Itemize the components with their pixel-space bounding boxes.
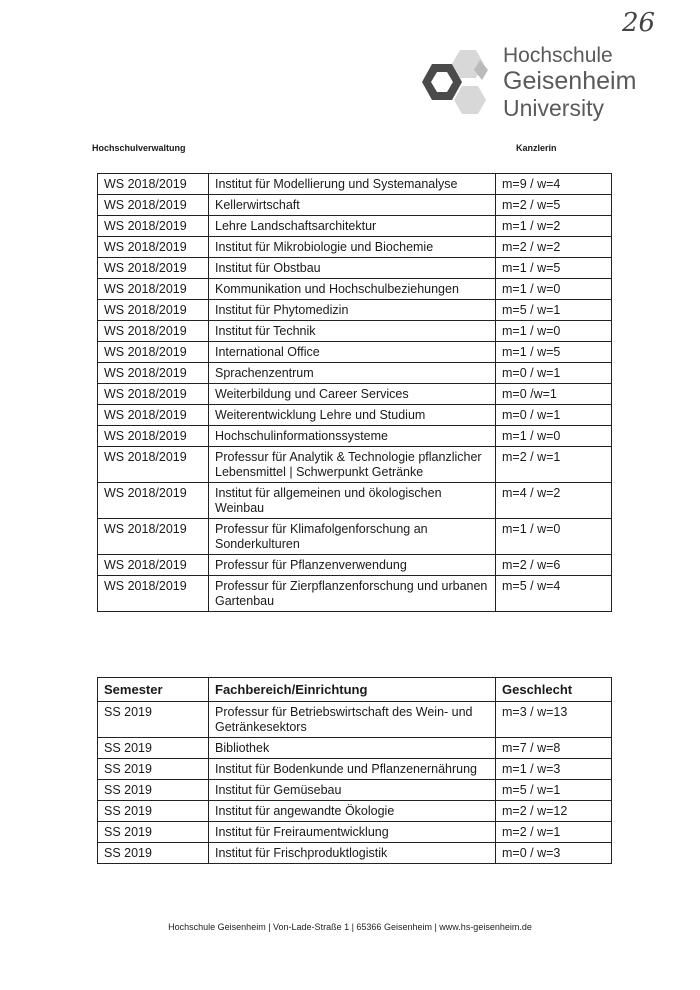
- cell-gender: m=2 / w=2: [496, 237, 612, 258]
- table-row: [98, 822, 612, 843]
- ws-2018-table-body: [98, 174, 612, 612]
- cell-semester: WS 2018/2019: [98, 279, 209, 300]
- header-semester: Semester: [98, 678, 209, 702]
- table-row: [98, 174, 612, 195]
- table-row: [98, 555, 612, 576]
- cell-semester: WS 2018/2019: [98, 321, 209, 342]
- brand-wordmark: [503, 45, 636, 123]
- cell-semester: WS 2018/2019: [98, 519, 209, 555]
- table-row: [98, 738, 612, 759]
- cell-gender: m=0 / w=1: [496, 363, 612, 384]
- cell-gender: m=0 /w=1: [496, 384, 612, 405]
- cell-unit: Institut für Obstbau: [209, 258, 496, 279]
- cell-unit: Weiterbildung und Career Services: [209, 384, 496, 405]
- cell-gender: m=1 / w=3: [496, 759, 612, 780]
- table-row: [98, 405, 612, 426]
- header-gender: Geschlecht: [496, 678, 612, 702]
- cell-gender: m=5 / w=1: [496, 300, 612, 321]
- cell-unit: Professur für Klimafolgenforschung an Sonderkulturen: [209, 519, 496, 555]
- cell-gender: m=1 / w=2: [496, 216, 612, 237]
- brand-line-2: Geisenheim: [503, 67, 637, 95]
- cell-gender: m=1 / w=5: [496, 258, 612, 279]
- table-row: [98, 384, 612, 405]
- cell-unit: Institut für Bodenkunde und Pflanzenernährung: [209, 759, 496, 780]
- cell-unit: Institut für Phytomedizin: [209, 300, 496, 321]
- university-logo-icon: [412, 42, 492, 122]
- page-footer: Hochschule Geisenheim | Von-Lade-Straße 1 | 65366 Geisenheim | www.hs-geisenheim.de: [168, 922, 532, 932]
- cell-gender: m=9 / w=4: [496, 174, 612, 195]
- ss-2019-table: [97, 677, 612, 864]
- table-row: [98, 342, 612, 363]
- cell-gender: m=1 / w=5: [496, 342, 612, 363]
- table-row: [98, 576, 612, 612]
- ws-2018-table: [97, 173, 612, 612]
- cell-semester: SS 2019: [98, 702, 209, 738]
- cell-semester: WS 2018/2019: [98, 258, 209, 279]
- table-row: [98, 237, 612, 258]
- cell-semester: WS 2018/2019: [98, 555, 209, 576]
- cell-semester: SS 2019: [98, 801, 209, 822]
- table-row: [98, 759, 612, 780]
- cell-unit: Hochschulinformationssysteme: [209, 426, 496, 447]
- cell-unit: Professur für Zierpflanzenforschung und urbanen Gartenbau: [209, 576, 496, 612]
- cell-unit: International Office: [209, 342, 496, 363]
- cell-gender: m=4 / w=2: [496, 483, 612, 519]
- cell-unit: Kommunikation und Hochschulbeziehungen: [209, 279, 496, 300]
- cell-semester: SS 2019: [98, 843, 209, 864]
- cell-unit: Institut für Mikrobiologie und Biochemie: [209, 237, 496, 258]
- cell-gender: m=1 / w=0: [496, 321, 612, 342]
- cell-semester: WS 2018/2019: [98, 342, 209, 363]
- cell-semester: WS 2018/2019: [98, 447, 209, 483]
- cell-gender: m=1 / w=0: [496, 279, 612, 300]
- cell-semester: WS 2018/2019: [98, 237, 209, 258]
- cell-unit: Institut für Freiraumentwicklung: [209, 822, 496, 843]
- cell-unit: Professur für Analytik & Technologie pflanzlicher Lebensmittel | Schwerpunkt Getränke: [209, 447, 496, 483]
- cell-gender: m=2 / w=1: [496, 447, 612, 483]
- cell-semester: WS 2018/2019: [98, 426, 209, 447]
- cell-unit: Institut für Modellierung und Systemanalyse: [209, 174, 496, 195]
- cell-semester: WS 2018/2019: [98, 384, 209, 405]
- cell-semester: SS 2019: [98, 780, 209, 801]
- table-header-row: [98, 678, 612, 702]
- table-row: [98, 801, 612, 822]
- organization-label: Hochschulverwaltung: [92, 143, 186, 153]
- cell-gender: m=0 / w=3: [496, 843, 612, 864]
- table-row: [98, 321, 612, 342]
- cell-gender: m=2 / w=1: [496, 822, 612, 843]
- cell-unit: Institut für angewandte Ökologie: [209, 801, 496, 822]
- cell-unit: Kellerwirtschaft: [209, 195, 496, 216]
- cell-semester: SS 2019: [98, 822, 209, 843]
- handwritten-page-number: 26: [622, 8, 656, 38]
- cell-semester: WS 2018/2019: [98, 216, 209, 237]
- header-unit: Fachbereich/Einrichtung: [209, 678, 496, 702]
- table-row: [98, 702, 612, 738]
- table-row: [98, 780, 612, 801]
- cell-semester: WS 2018/2019: [98, 576, 209, 612]
- cell-gender: m=7 / w=8: [496, 738, 612, 759]
- cell-unit: Institut für allgemeinen und ökologischen Weinbau: [209, 483, 496, 519]
- cell-semester: WS 2018/2019: [98, 405, 209, 426]
- cell-gender: m=2 / w=12: [496, 801, 612, 822]
- table-row: [98, 483, 612, 519]
- cell-semester: WS 2018/2019: [98, 195, 209, 216]
- cell-semester: SS 2019: [98, 759, 209, 780]
- table-row: [98, 279, 612, 300]
- cell-gender: m=2 / w=6: [496, 555, 612, 576]
- cell-unit: Institut für Frischproduktlogistik: [209, 843, 496, 864]
- table-row: [98, 363, 612, 384]
- table-row: [98, 300, 612, 321]
- cell-gender: m=2 / w=5: [496, 195, 612, 216]
- table-row: [98, 216, 612, 237]
- table-row: [98, 195, 612, 216]
- table-row: [98, 519, 612, 555]
- cell-unit: Lehre Landschaftsarchitektur: [209, 216, 496, 237]
- cell-unit: Professur für Pflanzenverwendung: [209, 555, 496, 576]
- table-row: [98, 843, 612, 864]
- cell-unit: Sprachenzentrum: [209, 363, 496, 384]
- table-row: [98, 447, 612, 483]
- table-row: [98, 258, 612, 279]
- cell-unit: Professur für Betriebswirtschaft des Wein- und Getränkesektors: [209, 702, 496, 738]
- cell-semester: SS 2019: [98, 738, 209, 759]
- cell-semester: WS 2018/2019: [98, 300, 209, 321]
- cell-semester: WS 2018/2019: [98, 483, 209, 519]
- table-row: [98, 426, 612, 447]
- cell-gender: m=5 / w=1: [496, 780, 612, 801]
- cell-gender: m=1 / w=0: [496, 426, 612, 447]
- cell-unit: Weiterentwicklung Lehre und Studium: [209, 405, 496, 426]
- cell-semester: WS 2018/2019: [98, 363, 209, 384]
- cell-unit: Bibliothek: [209, 738, 496, 759]
- cell-gender: m=3 / w=13: [496, 702, 612, 738]
- cell-unit: Institut für Technik: [209, 321, 496, 342]
- cell-gender: m=5 / w=4: [496, 576, 612, 612]
- brand-line-3: University: [503, 95, 604, 121]
- cell-semester: WS 2018/2019: [98, 174, 209, 195]
- cell-unit: Institut für Gemüsebau: [209, 780, 496, 801]
- cell-gender: m=0 / w=1: [496, 405, 612, 426]
- ss-2019-table-body: [98, 702, 612, 864]
- cell-gender: m=1 / w=0: [496, 519, 612, 555]
- brand-line-1: Hochschule: [503, 44, 613, 67]
- role-label: Kanzlerin: [516, 143, 557, 153]
